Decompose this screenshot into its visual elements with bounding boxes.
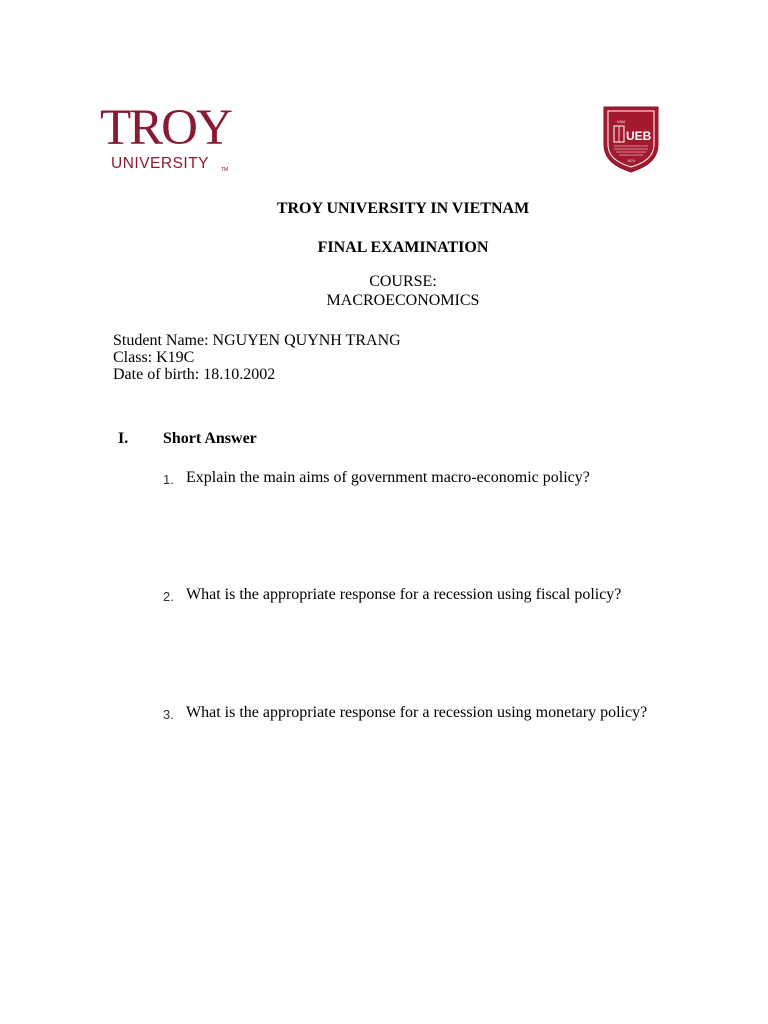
- troy-university-logo: [100, 100, 236, 176]
- question-text: Explain the main aims of government macro-economic policy?: [186, 469, 590, 486]
- troy-logo-subtitle: UNIVERSITY: [111, 155, 210, 172]
- course-name: MACROECONOMICS: [326, 292, 480, 309]
- question-number: 2.: [163, 589, 174, 604]
- exam-title: FINAL EXAMINATION: [317, 239, 489, 256]
- ueb-logo-text: UEB: [626, 129, 652, 143]
- student-class: Class: K19C: [113, 349, 195, 366]
- student-name: Student Name: NGUYEN QUYNH TRANG: [113, 332, 401, 349]
- ueb-logo-year: 1974: [627, 159, 635, 163]
- troy-logo-word: TROY: [100, 100, 231, 156]
- section-title: Short Answer: [163, 430, 257, 447]
- section-numeral: I.: [118, 430, 129, 447]
- troy-logo-trademark: TM: [221, 167, 229, 173]
- question-number: 3.: [163, 707, 174, 722]
- question-text: What is the appropriate response for a recession using fiscal policy?: [186, 586, 622, 603]
- question-number: 1.: [163, 472, 174, 487]
- course-label: COURSE:: [369, 273, 437, 290]
- ueb-logo-vnu: VNU: [617, 119, 626, 124]
- university-title: TROY UNIVERSITY IN VIETNAM: [276, 200, 530, 217]
- ueb-shield-logo: [602, 104, 660, 174]
- student-dob: Date of birth: 18.10.2002: [113, 366, 276, 383]
- question-text: What is the appropriate response for a recession using monetary policy?: [186, 704, 648, 721]
